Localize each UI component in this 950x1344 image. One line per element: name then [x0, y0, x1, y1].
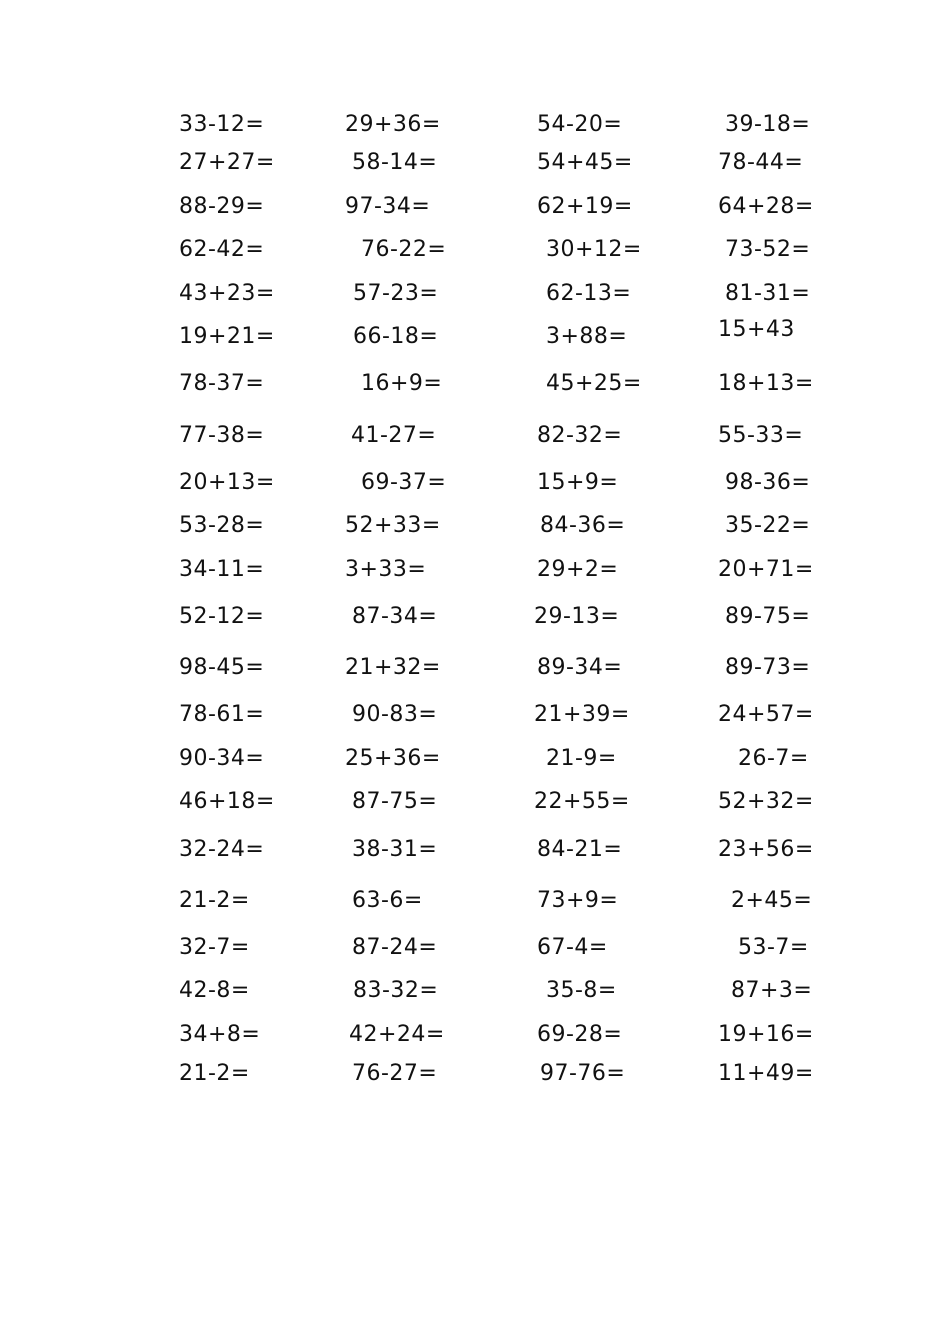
math-problem: 97-76=: [540, 1061, 626, 1086]
math-problem: 3+33=: [345, 557, 427, 582]
math-problem: 25+36=: [345, 746, 441, 771]
math-problem: 82-32=: [537, 423, 623, 448]
math-problem: 81-31=: [725, 281, 811, 306]
math-problem: 78-37=: [179, 371, 265, 396]
math-problem: 89-73=: [725, 655, 811, 680]
math-problem: 43+23=: [179, 281, 275, 306]
math-problem: 89-34=: [537, 655, 623, 680]
math-problem: 90-34=: [179, 746, 265, 771]
math-problem: 57-23=: [353, 281, 439, 306]
math-problem: 34+8=: [179, 1022, 261, 1047]
math-problem: 23+56=: [718, 837, 814, 862]
math-problem: 90-83=: [352, 702, 438, 727]
math-problem: 62-13=: [546, 281, 632, 306]
math-problem: 15+9=: [537, 470, 619, 495]
math-problem: 30+12=: [546, 237, 642, 262]
math-problem: 64+28=: [718, 194, 814, 219]
math-problem: 78-44=: [718, 150, 804, 175]
math-problem: 77-38=: [179, 423, 265, 448]
math-problem: 3+88=: [546, 324, 628, 349]
math-problem: 62+19=: [537, 194, 633, 219]
math-problem: 55-33=: [718, 423, 804, 448]
math-problem: 35-22=: [725, 513, 811, 538]
math-problem: 52-12=: [179, 604, 265, 629]
math-problem: 88-29=: [179, 194, 265, 219]
math-problem: 87-75=: [352, 789, 438, 814]
math-problem: 54+45=: [537, 150, 633, 175]
math-problem: 16+9=: [361, 371, 443, 396]
math-problem: 98-36=: [725, 470, 811, 495]
math-problem: 24+57=: [718, 702, 814, 727]
math-problem: 62-42=: [179, 237, 265, 262]
math-problem: 89-75=: [725, 604, 811, 629]
math-problem: 98-45=: [179, 655, 265, 680]
math-problem: 19+16=: [718, 1022, 814, 1047]
math-problem: 33-12=: [179, 112, 265, 137]
math-problem: 84-21=: [537, 837, 623, 862]
math-problem: 73+9=: [537, 888, 619, 913]
math-problem: 2+45=: [731, 888, 813, 913]
math-problem: 29+36=: [345, 112, 441, 137]
math-problem: 20+71=: [718, 557, 814, 582]
math-problem: 21-9=: [546, 746, 617, 771]
math-problem: 15+43: [718, 317, 795, 342]
math-problem: 63-6=: [352, 888, 423, 913]
math-problem: 97-34=: [345, 194, 431, 219]
math-problem: 21+32=: [345, 655, 441, 680]
math-problem: 87+3=: [731, 978, 813, 1003]
math-problem: 67-4=: [537, 935, 608, 960]
math-problem: 73-52=: [725, 237, 811, 262]
math-problem: 83-32=: [353, 978, 439, 1003]
math-problem: 87-24=: [352, 935, 438, 960]
math-problem: 27+27=: [179, 150, 275, 175]
math-problem: 76-22=: [361, 237, 447, 262]
math-problem: 41-27=: [351, 423, 437, 448]
math-problem: 42-8=: [179, 978, 250, 1003]
math-problem: 21-2=: [179, 888, 250, 913]
math-problem: 20+13=: [179, 470, 275, 495]
math-problem: 18+13=: [718, 371, 814, 396]
math-problem: 84-36=: [540, 513, 626, 538]
math-problem: 35-8=: [546, 978, 617, 1003]
math-problem: 53-28=: [179, 513, 265, 538]
math-problem: 66-18=: [353, 324, 439, 349]
math-problem: 42+24=: [349, 1022, 445, 1047]
math-problem: 87-34=: [352, 604, 438, 629]
math-problem: 32-24=: [179, 837, 265, 862]
math-problem: 38-31=: [352, 837, 438, 862]
math-problem: 11+49=: [718, 1061, 814, 1086]
math-problem: 58-14=: [352, 150, 438, 175]
math-problem: 32-7=: [179, 935, 250, 960]
math-problem: 34-11=: [179, 557, 265, 582]
math-problem: 46+18=: [179, 789, 275, 814]
math-problem: 21+39=: [534, 702, 630, 727]
math-problem: 21-2=: [179, 1061, 250, 1086]
math-problem: 45+25=: [546, 371, 642, 396]
math-problem: 78-61=: [179, 702, 265, 727]
math-problem: 39-18=: [725, 112, 811, 137]
math-problem: 52+32=: [718, 789, 814, 814]
math-problem: 29+2=: [537, 557, 619, 582]
math-problem: 52+33=: [345, 513, 441, 538]
math-problem: 26-7=: [738, 746, 809, 771]
math-problem: 76-27=: [352, 1061, 438, 1086]
math-problem: 29-13=: [534, 604, 620, 629]
math-problem: 19+21=: [179, 324, 275, 349]
math-problem: 22+55=: [534, 789, 630, 814]
math-problem: 69-37=: [361, 470, 447, 495]
math-problem: 53-7=: [738, 935, 809, 960]
math-problem: 54-20=: [537, 112, 623, 137]
math-problem: 69-28=: [537, 1022, 623, 1047]
